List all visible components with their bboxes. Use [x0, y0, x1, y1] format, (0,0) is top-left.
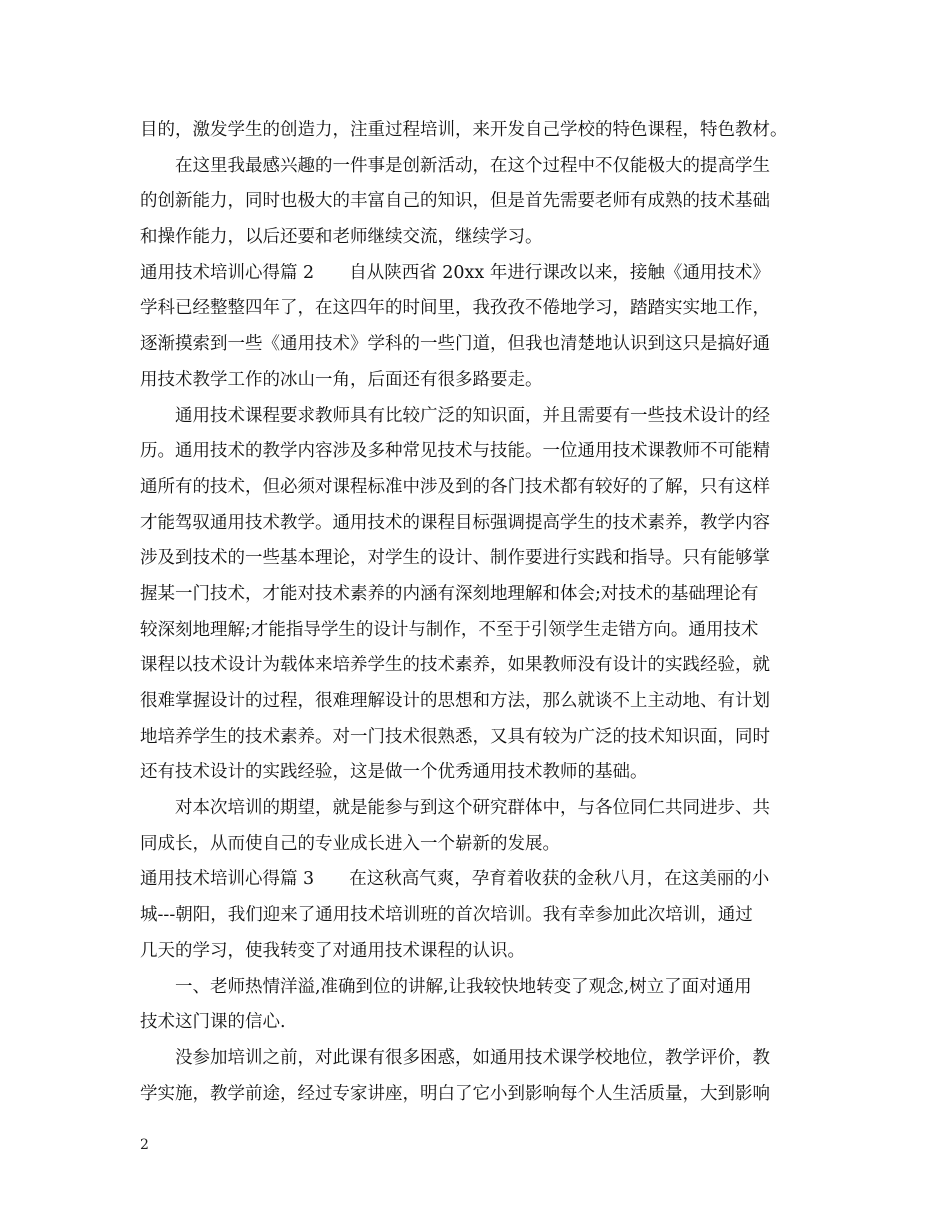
text-line: 地培养学生的技术素养。对一门技术很熟悉，又具有较为广泛的技术知识面，同时 [140, 726, 770, 747]
text-line: 很难掌握设计的过程，很难理解设计的思想和方法，那么就谈不上主动地、有计划 [140, 691, 770, 711]
text-line: 涉及到技术的一些基本理论，对学生的设计、制作要进行实践和指导。只有能够掌 [140, 548, 770, 569]
text-line: 技术这门课的信心. [140, 1012, 286, 1033]
text-line: 学科已经整整四年了，在这四年的时间里，我孜孜不倦地学习，踏踏实实地工作， [140, 298, 770, 319]
text-line: 逐渐摸索到一些《通用技术》学科的一些门道，但我也清楚地认识到这只是搞好通 [140, 334, 770, 355]
text-line: 握某一门技术，才能对技术素养的内涵有深刻地理解和体会;对技术的基础理论有 [140, 583, 759, 604]
body-text [140, 113, 812, 1112]
text-line: 通用技术培训心得篇 2 自从陕西省 20xx 年进行课改以来，接触《通用技术》 [140, 262, 770, 283]
text-line: 才能驾驭通用技术教学。通用技术的课程目标强调提高学生的技术素养，教学内容 [140, 512, 770, 533]
text-line: 通用技术培训心得篇 3 在这秋高气爽，孕育着收获的金秋八月，在这美丽的小 [140, 869, 770, 890]
text-line: 和操作能力，以后还要和老师继续交流，继续学习。 [140, 227, 543, 248]
text-line: 历。通用技术的教学内容涉及多种常见技术与技能。一位通用技术课教师不可能精 [140, 441, 770, 462]
page-number: 2 [140, 1137, 149, 1153]
text-line: 同成长，从而使自己的专业成长进入一个崭新的发展。 [140, 833, 560, 854]
text-line: 用技术教学工作的冰山一角，后面还有很多路要走。 [140, 369, 543, 390]
text-line: 对本次培训的期望，就是能参与到这个研究群体中，与各位同仁共同进步、共 [175, 798, 770, 819]
text-line: 城---朝阳，我们迎来了通用技术培训班的首次培训。我有幸参加此次培训，通过 [140, 905, 753, 926]
text-line: 目的，激发学生的创造力，注重过程培训，来开发自己学校的特色课程，特色教材。 [140, 120, 788, 140]
text-line: 还有技术设计的实践经验，这是做一个优秀通用技术教师的基础。 [140, 762, 648, 783]
text-line: 通所有的技术，但必须对课程标准中涉及到的各门技术都有较好的了解，只有这样 [140, 476, 770, 497]
text-line: 几天的学习，使我转变了对通用技术课程的认识。 [140, 940, 525, 961]
text-line: 在这里我最感兴趣的一件事是创新活动，在这个过程中不仅能极大的提高学生 [175, 155, 770, 176]
text-line: 较深刻地理解;才能指导学生的设计与制作，不至于引领学生走错方向。通用技术 [140, 619, 759, 640]
text-line: 通用技术课程要求教师具有比较广泛的知识面，并且需要有一些技术设计的经 [175, 405, 770, 426]
text-line: 没参加培训之前，对此课有很多困惑，如通用技术课学校地位，教学评价，教 [175, 1047, 770, 1068]
text-line: 一、老师热情洋溢,准确到位的讲解,让我较快地转变了观念,树立了面对通用 [175, 976, 752, 997]
text-line: 课程以技术设计为载体来培养学生的技术素养，如果教师没有设计的实践经验，就 [140, 655, 770, 676]
text-line: 学实施，教学前途，经过专家讲座，明白了它小到影响每个人生活质量，大到影响 [140, 1083, 770, 1104]
text-line: 的创新能力，同时也极大的丰富自己的知识，但是首先需要老师有成熟的技术基础 [140, 191, 770, 212]
